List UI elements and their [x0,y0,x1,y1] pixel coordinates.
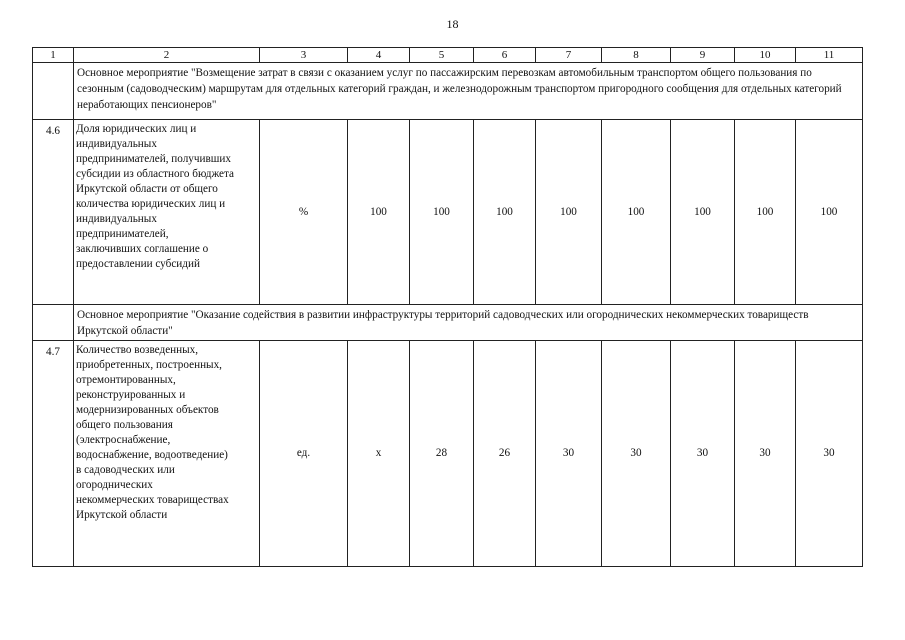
indicator-name-line: приобретенных, построенных, [76,359,222,371]
indicator-name-line: количества юридических лиц и [76,198,226,210]
column-number: 8 [602,48,671,63]
table-row [33,341,863,567]
indicator-name [74,341,260,567]
section-title: Основное мероприятие "Оказание содействия в развитии инфраструктуры территорий садоводческих или огороднических некоммерческих товариществ Иркутской области" [74,305,863,341]
empty-cell [33,305,74,341]
value-cell: 26 [474,341,536,567]
indicator-name [74,120,260,305]
column-number: 3 [260,48,348,63]
indicator-name-line: предпринимателей, получивших [76,153,231,165]
value-cell: 100 [671,120,735,305]
section-title: Основное мероприятие "Возмещение затрат в связи с оказанием услуг по пассажирским перевозкам автомобильным транспортом общего пользования по сезонным (садоводческим) маршрутам для отдельных категорий граждан, и железнодорожным транспортом пригородного сообщения для отдельных категорий неработающих пенсионеров" [74,63,863,120]
indicator-name-line: Доля юридических лиц и [76,123,197,135]
indicator-name-line: (электроснабжение, [76,434,171,446]
column-number: 6 [474,48,536,63]
column-number: 4 [348,48,410,63]
value-cell: 30 [671,341,735,567]
value-cell: 28 [410,341,474,567]
table-row [33,120,863,305]
value-cell: 100 [348,120,410,305]
section-row [33,63,863,120]
indicator-name-line: модернизированных объектов [76,404,219,416]
indicator-name-line: водоснабжение, водоотведение) [76,449,228,461]
value-cell: 30 [796,341,863,567]
indicator-name-line: индивидуальных [76,138,157,150]
value-cell: 100 [474,120,536,305]
indicator-name-line: общего пользования [76,419,173,431]
value-cell: x [348,341,410,567]
value-cell: 100 [410,120,474,305]
value-cell: 30 [602,341,671,567]
column-number: 7 [536,48,602,63]
indicator-name-line: Иркутской области [76,509,168,521]
column-number: 10 [735,48,796,63]
column-number: 2 [74,48,260,63]
unit-cell: ед. [260,341,348,567]
indicator-name-line: заключивших соглашение о [76,243,209,255]
column-number: 5 [410,48,474,63]
value-cell: 30 [536,341,602,567]
unit-cell: % [260,120,348,305]
row-number: 4.6 [33,120,74,305]
indicator-name-line: реконструированных и [76,389,186,401]
column-number-row [33,48,863,63]
indicator-name-line: предпринимателей, [76,228,169,240]
indicator-name-line: субсидии из областного бюджета [76,168,234,180]
page-number: 18 [446,17,459,31]
indicator-name-line: индивидуальных [76,213,157,225]
indicator-name-line: отремонтированных, [76,374,176,386]
indicator-name-line: огороднических [76,479,153,491]
value-cell: 100 [536,120,602,305]
empty-cell [33,63,74,120]
row-number: 4.7 [33,341,74,567]
column-number: 11 [796,48,863,63]
column-number: 1 [33,48,74,63]
indicator-name-line: Количество возведенных, [76,344,199,356]
indicators-table [32,47,863,567]
indicator-name-line: предоставлении субсидий [76,258,200,270]
value-cell: 100 [602,120,671,305]
value-cell: 100 [796,120,863,305]
indicator-name-line: Иркутской области от общего [76,183,218,195]
section-row [33,305,863,341]
indicator-name-line: в садоводческих или [76,464,175,476]
indicator-name-line: некоммерческих товариществах [76,494,229,506]
value-cell: 30 [735,341,796,567]
value-cell: 100 [735,120,796,305]
column-number: 9 [671,48,735,63]
